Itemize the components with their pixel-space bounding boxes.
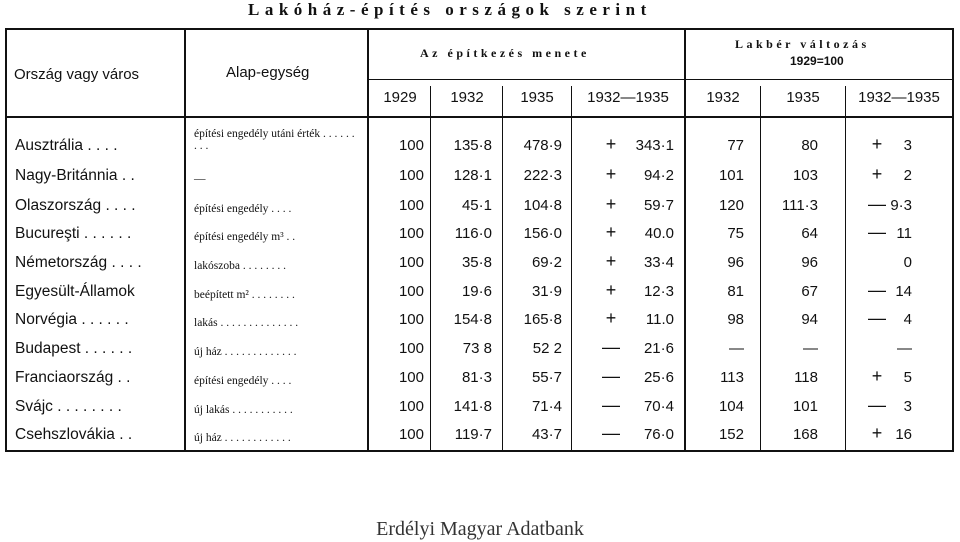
rent-change-value: 5: [903, 369, 912, 386]
value-1935: 165·8: [523, 311, 562, 328]
table-row: [0, 366, 960, 398]
value-1929: 100: [398, 311, 424, 328]
rent-1935: 64: [801, 225, 818, 242]
table-row: [0, 280, 960, 312]
rent-change-sign: —: [868, 194, 886, 214]
construction-change-sign: —: [602, 395, 620, 415]
country-name: Svájc . . . . . . . .: [15, 398, 122, 415]
table-row: [0, 164, 960, 196]
value-1929: 100: [398, 398, 424, 415]
rent-1932: 152: [718, 426, 744, 443]
table-row: [0, 308, 960, 340]
base-unit: beépített m² . . . . . . . .: [194, 289, 295, 301]
rent-year-header-1935: 1935: [786, 89, 820, 106]
rent-change-value: —: [897, 340, 912, 357]
header-bottom-rule: [5, 116, 954, 118]
rent-year-header-1932-1935: 1932—1935: [858, 89, 940, 106]
construction-change-sign: —: [602, 337, 620, 357]
base-unit: lakószoba . . . . . . . .: [194, 260, 286, 272]
construction-change-sign: +: [605, 222, 617, 242]
rent-1932: 81: [727, 283, 744, 300]
value-1929: 100: [398, 369, 424, 386]
country-name: Ausztrália . . . .: [15, 137, 118, 154]
year-header-1935: 1935: [520, 89, 554, 106]
rent-group-header: Lakbér változás: [735, 37, 870, 51]
rent-change-value: 11: [896, 225, 912, 242]
value-1935: 31·9: [531, 283, 562, 300]
value-1929: 100: [398, 426, 424, 443]
value-1935: 43·7: [531, 426, 562, 443]
rent-1932: 98: [727, 311, 744, 328]
country-name: Csehszlovákia . .: [15, 426, 133, 443]
value-1929: 100: [398, 283, 424, 300]
rent-1935: 103: [792, 167, 818, 184]
value-1935: 69·2: [531, 254, 562, 271]
value-1929: 100: [398, 197, 424, 214]
value-1932: 116·0: [454, 225, 492, 242]
country-name: Németország . . . .: [15, 254, 142, 271]
rent-1935: 80: [801, 137, 818, 154]
base-unit: építési engedély . . . .: [194, 375, 292, 387]
table-row: [0, 194, 960, 226]
construction-change-value: 70·4: [643, 398, 674, 415]
rent-change-value: 14: [895, 283, 912, 300]
rent-1935: 67: [801, 283, 818, 300]
country-name: Olaszország . . . .: [15, 197, 136, 214]
rent-base-label: 1929=100: [790, 54, 844, 68]
construction-change-value: 94·2: [643, 167, 674, 184]
rent-change-sign: +: [871, 164, 883, 184]
rent-1935: 96: [801, 254, 818, 271]
construction-change-value: 21·6: [643, 340, 674, 357]
value-1935: 55·7: [531, 369, 562, 386]
construction-change-sign: +: [605, 164, 617, 184]
year-header-1929: 1929: [383, 89, 417, 106]
rent-1932: 77: [727, 137, 744, 154]
rent-change-sign: —: [868, 395, 886, 415]
table-row: [0, 395, 960, 427]
rent-change-value: 9·3: [890, 197, 912, 214]
rent-change-value: 3: [903, 398, 912, 415]
value-1932: 19·6: [461, 283, 492, 300]
value-1932: 73 8: [462, 340, 492, 357]
value-1932: 135·8: [453, 137, 492, 154]
country-name: Nagy-Británnia . .: [15, 167, 135, 184]
value-1929: 100: [398, 225, 424, 242]
value-1932: 81·3: [461, 369, 492, 386]
value-1932: 119·7: [454, 426, 492, 443]
rent-year-header-1932: 1932: [706, 89, 740, 106]
value-1935: 71·4: [531, 398, 562, 415]
construction-change-sign: +: [605, 308, 617, 328]
rent-1932: 104: [718, 398, 744, 415]
rent-1932: 120: [718, 197, 744, 214]
rent-change-sign: +: [871, 366, 883, 386]
table-row: [0, 423, 960, 455]
header-subdivider: [367, 79, 954, 80]
base-unit: új ház . . . . . . . . . . . .: [194, 432, 291, 444]
rent-1935: 168: [792, 426, 818, 443]
country-name: Franciaország . .: [15, 369, 131, 386]
construction-change-sign: +: [605, 251, 617, 271]
base-unit: lakás . . . . . . . . . . . . . .: [194, 317, 299, 329]
rent-change-sign: —: [868, 222, 886, 242]
construction-change-value: 12·3: [643, 283, 674, 300]
construction-change-value: 343·1: [635, 137, 674, 154]
year-header-1932: 1932: [450, 89, 484, 106]
rent-1935: 111·3: [781, 197, 818, 214]
unit-column-header: Alap-egység: [226, 64, 310, 81]
rent-1935: 94: [801, 311, 818, 328]
value-1935: 104·8: [523, 197, 562, 214]
country-name: Budapest . . . . . .: [15, 340, 133, 357]
base-unit: építési engedély utáni érték . . . . . . . . .: [194, 128, 355, 152]
table-row: [0, 337, 960, 369]
value-1935: 222·3: [523, 167, 562, 184]
value-1935: 52 2: [532, 340, 562, 357]
rent-change-value: 4: [903, 311, 912, 328]
rent-1935: 101: [792, 398, 818, 415]
table-row: [0, 222, 960, 254]
rent-1932: —: [729, 340, 744, 357]
construction-change-sign: +: [605, 134, 617, 154]
footer-credit: Erdélyi Magyar Adatbank: [376, 518, 584, 540]
rent-change-value: 16: [895, 426, 912, 443]
year-header-1932-1935: 1932—1935: [587, 89, 669, 106]
value-1929: 100: [398, 137, 424, 154]
rent-1932: 101: [718, 167, 744, 184]
base-unit: —: [194, 173, 206, 185]
value-1929: 100: [398, 167, 424, 184]
rent-1935: —: [803, 340, 818, 357]
table-row: [0, 128, 960, 166]
country-name: Norvégia . . . . . .: [15, 311, 129, 328]
table-row: [0, 251, 960, 283]
construction-change-sign: —: [602, 366, 620, 386]
rent-change-value: 0: [903, 254, 912, 271]
rent-change-value: 3: [903, 137, 912, 154]
value-1935: 478·9: [523, 137, 562, 154]
construction-change-sign: —: [602, 423, 620, 443]
base-unit: építési engedély m³ . .: [194, 231, 296, 243]
construction-change-value: 40.0: [644, 225, 674, 242]
base-unit: új lakás . . . . . . . . . . .: [194, 404, 293, 416]
value-1932: 35·8: [461, 254, 492, 271]
construction-change-value: 76·0: [643, 426, 674, 443]
value-1929: 100: [398, 340, 424, 357]
rent-1932: 75: [727, 225, 744, 242]
country-column-header: Ország vagy város: [14, 66, 140, 83]
rent-change-sign: —: [868, 308, 886, 328]
construction-change-value: 59·7: [643, 197, 674, 214]
value-1932: 128·1: [453, 167, 492, 184]
construction-change-value: 11.0: [645, 311, 674, 328]
rent-change-value: 2: [903, 167, 912, 184]
construction-change-sign: +: [605, 194, 617, 214]
country-name: Egyesült-Államok: [15, 283, 135, 300]
table-title: Lakóház-építés országok szerint: [248, 0, 652, 19]
rent-1932: 113: [720, 369, 744, 386]
construction-change-sign: +: [605, 280, 617, 300]
value-1935: 156·0: [523, 225, 562, 242]
construction-change-value: 25·6: [643, 369, 674, 386]
rent-1935: 118: [794, 369, 818, 386]
rent-change-sign: —: [868, 280, 886, 300]
construction-change-value: 33·4: [643, 254, 674, 271]
rent-change-sign: +: [871, 134, 883, 154]
value-1929: 100: [398, 254, 424, 271]
value-1932: 154·8: [453, 311, 492, 328]
country-name: Bucureşti . . . . . .: [15, 225, 132, 242]
rent-change-sign: +: [871, 423, 883, 443]
value-1932: 141·8: [453, 398, 492, 415]
base-unit: építési engedély . . . .: [194, 203, 292, 215]
base-unit: új ház . . . . . . . . . . . . .: [194, 346, 297, 358]
value-1932: 45·1: [461, 197, 492, 214]
construction-group-header: Az építkezés menete: [420, 46, 590, 60]
rent-1932: 96: [727, 254, 744, 271]
